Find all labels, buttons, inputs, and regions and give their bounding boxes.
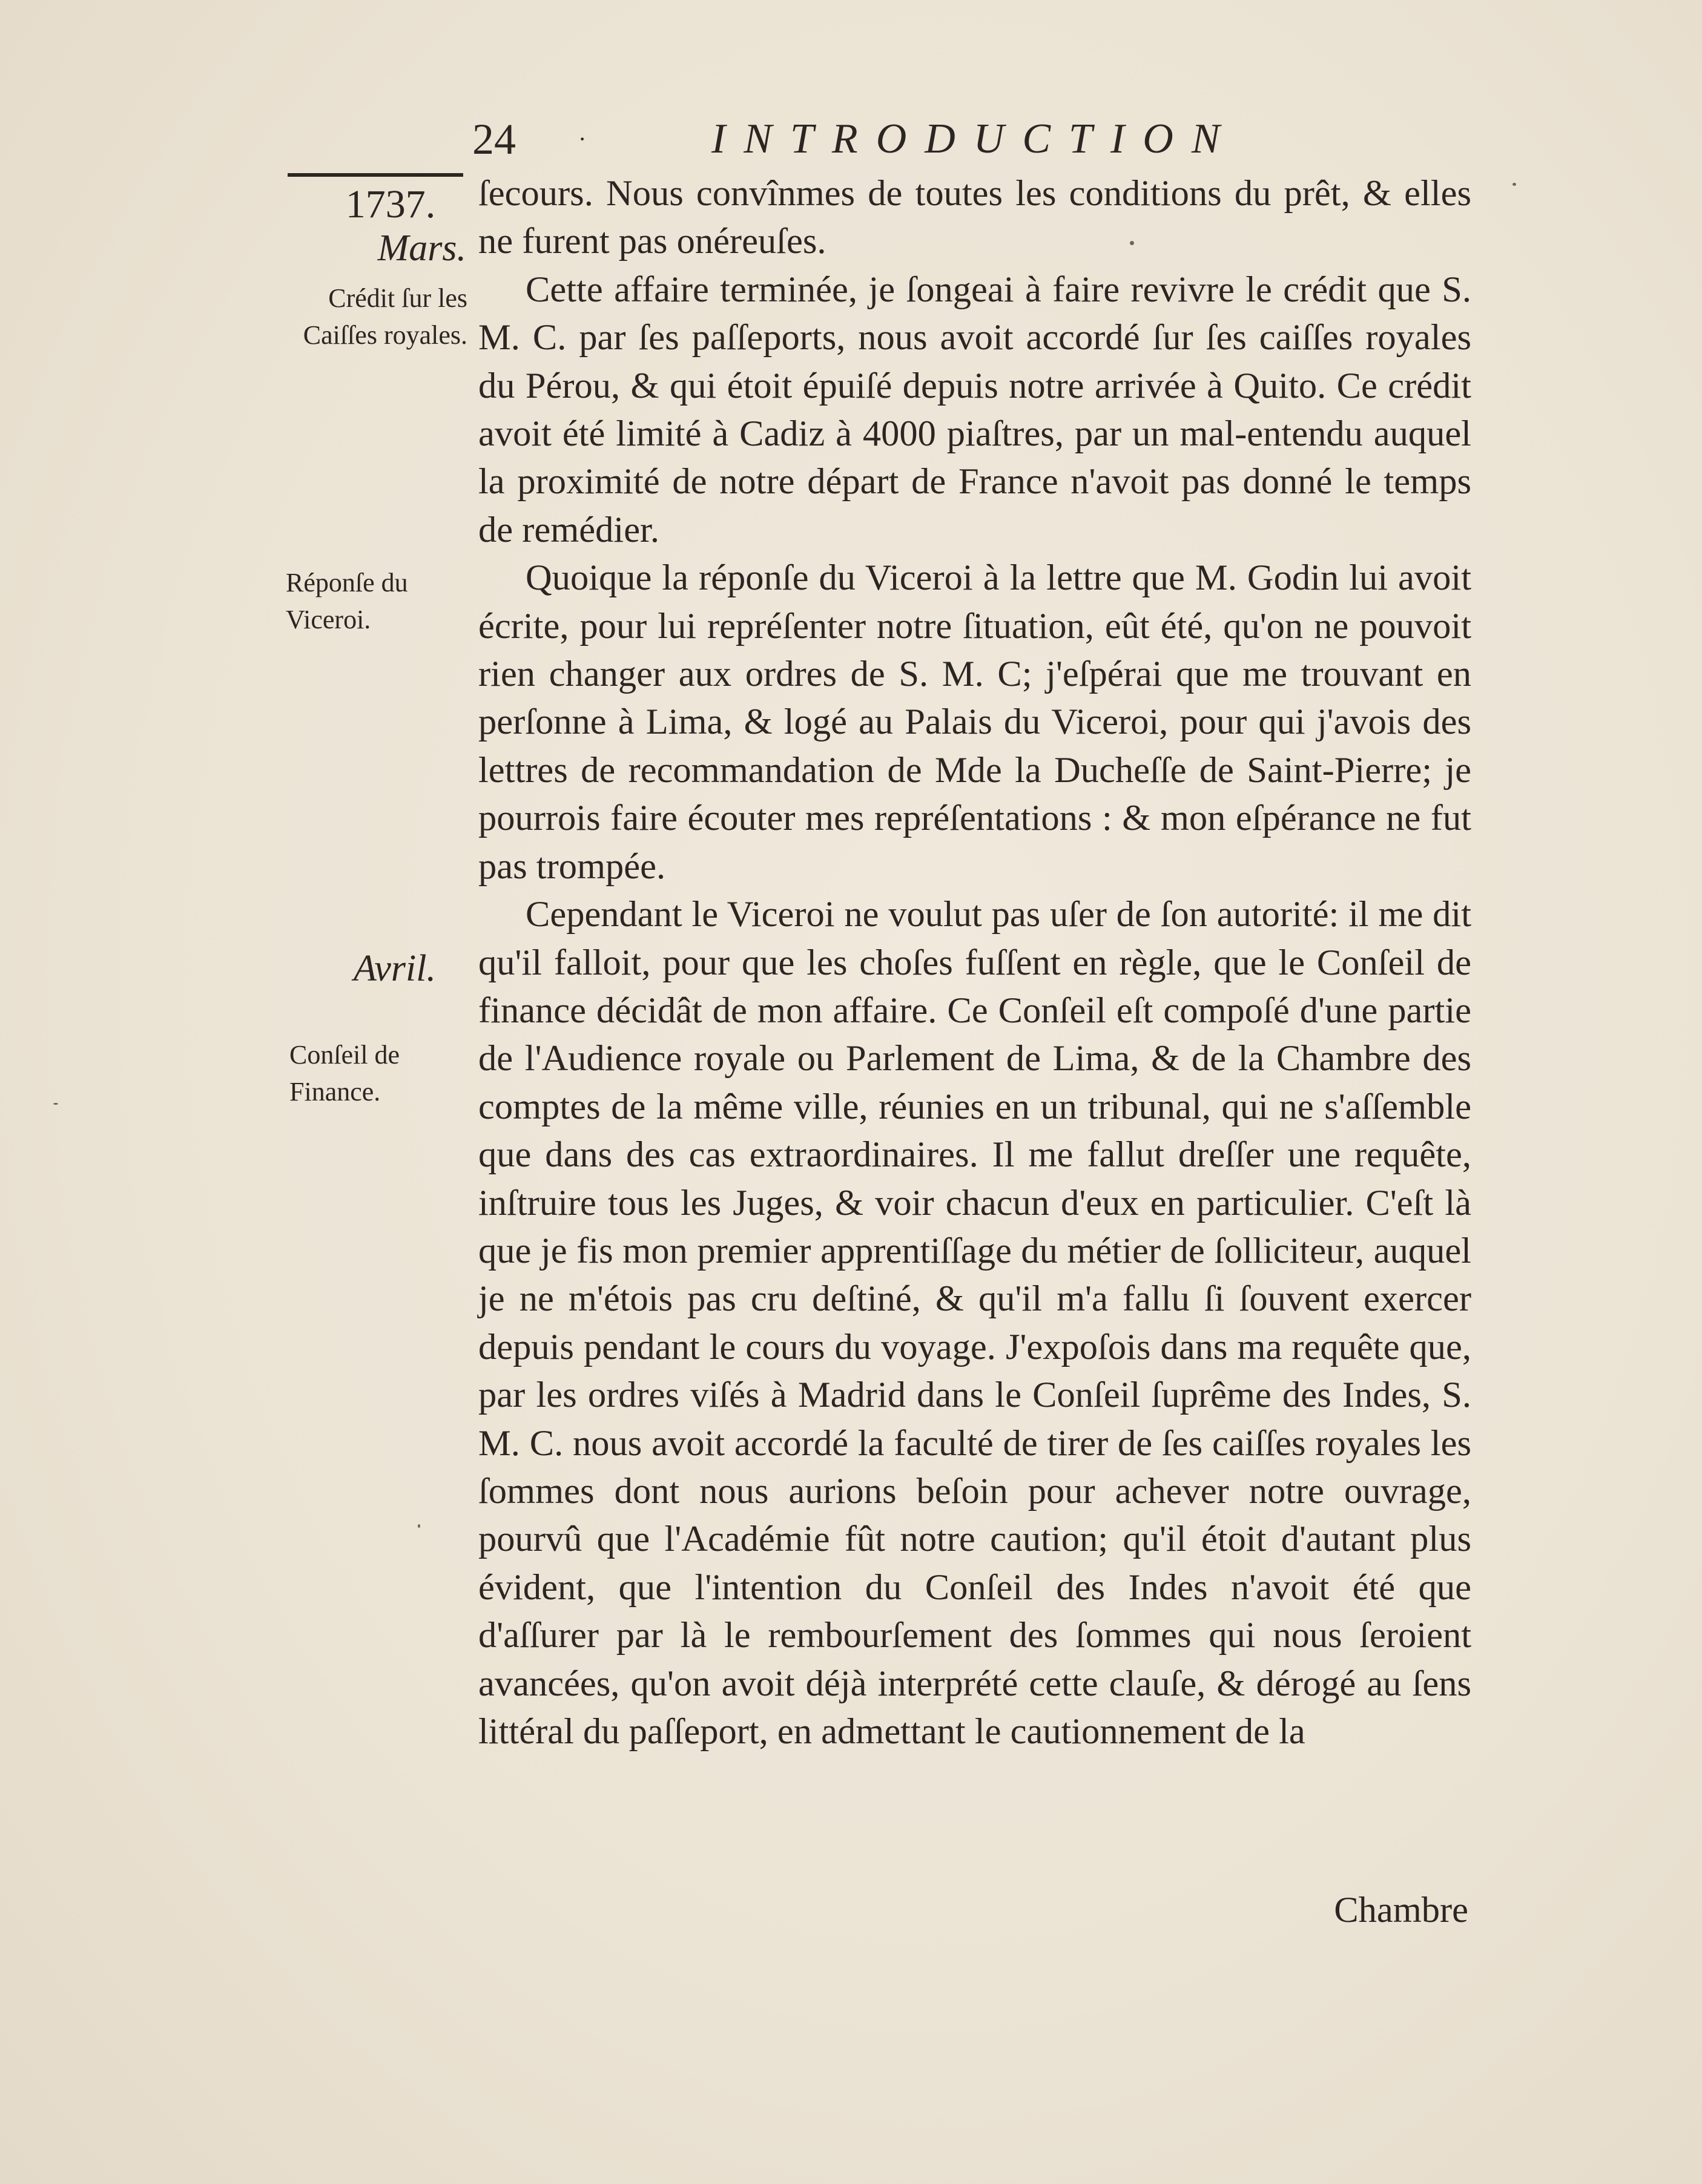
paragraph-2: Cette affaire terminée, je ſongeai à faire revivre le crédit que S. M. C. par ſes paſſeports, nous avoit accordé ſur ſes caiſſes royales du Pérou, & qui étoit épuiſé depuis notre arrivée à Quito. Ce crédit avoit été limité à Cadiz à 4000 piaſtres, par un mal-entendu auquel la proximité de notre départ de France n'avoit pas donné le temps de remédier. — [478, 269, 1471, 550]
body-text — [478, 169, 1471, 1755]
margin-rule — [288, 173, 463, 177]
margin-month-mars: Mars. — [377, 228, 466, 269]
paragraph-3: Quoique la réponſe du Viceroi à la lettre que M. Godin lui avoit écrite, pour lui repréſenter notre ſituation, eût été, qu'on ne pouvoit rien changer aux ordres de S. M. C; j'eſpérai que me trouvant en perſonne à Lima, & logé au Palais du Viceroi, pour qui j'avois des lettres de recommandation de Mde la Ducheſſe de Saint-Pierre; je pourrois faire écouter mes repréſentations : & mon eſpérance ne fut pas trompée. — [478, 558, 1471, 887]
paper-speck — [1512, 183, 1516, 186]
margin-note-reponse: Réponſe du Viceroi. — [286, 568, 408, 634]
header-dot: · — [578, 125, 587, 153]
running-head — [472, 112, 1238, 166]
page-number: 24 — [472, 115, 516, 163]
running-title: INTRODUCTION — [711, 116, 1238, 162]
paper-speck — [53, 1103, 58, 1105]
paper-speck — [418, 1524, 420, 1528]
margin-note-conseil: Conſeil de Finance. — [289, 1040, 400, 1107]
margin-year: 1737. — [345, 182, 436, 226]
paper-speck — [1130, 241, 1134, 245]
paragraph-4: Cependant le Viceroi ne voulut pas uſer de ſon autorité: il me dit qu'il falloit, pour que les choſes fuſſent en règle, que le Conſeil de finance décidât de mon affaire. Ce Conſeil eſt compoſé d'une partie de l'Audience royale ou Parlement de Lima, & de la Chambre des comptes de la même ville, réunies en un tribunal, qui ne s'aſſemble que dans des cas extraordinaires. Il me fallut dreſſer une requête, inſtruire tous les Juges, & voir chacun d'eux en particulier. C'eſt là que je fis mon premier apprentiſſage du métier de ſolliciteur, auquel je ne m'étois pas cru deſtiné, & qu'il m'a fallu ſi ſouvent exercer depuis pendant le cours du voyage. J'expoſois dans ma requête que, par les ordres viſés à Madrid dans le Conſeil ſuprême des Indes, S. M. C. nous avoit accordé la faculté de tirer de ſes caiſſes royales les ſommes dont nous aurions beſoin pour achever notre ouvrage, pourvû que l'Académie fût notre caution; qu'il étoit d'autant plus évident, que l'intention du Conſeil des Indes n'avoit été que d'aſſurer par là le rembourſement des ſommes qui nous ſeroient avancées, qu'on avoit déjà interprété cette clauſe, & dérogé au ſens littéral du paſſeport, en admettant le cautionnement de la — [478, 894, 1471, 1752]
paragraph-1: ſecours. Nous convînmes de toutes les conditions du prêt, & elles ne furent pas onéreuſes. — [478, 173, 1471, 262]
margin-month-avril: Avril. — [353, 948, 436, 989]
catchword: Chambre — [1334, 1890, 1468, 1930]
margin-note-credit: Crédit ſur les Caiſſes royales. — [303, 283, 467, 350]
